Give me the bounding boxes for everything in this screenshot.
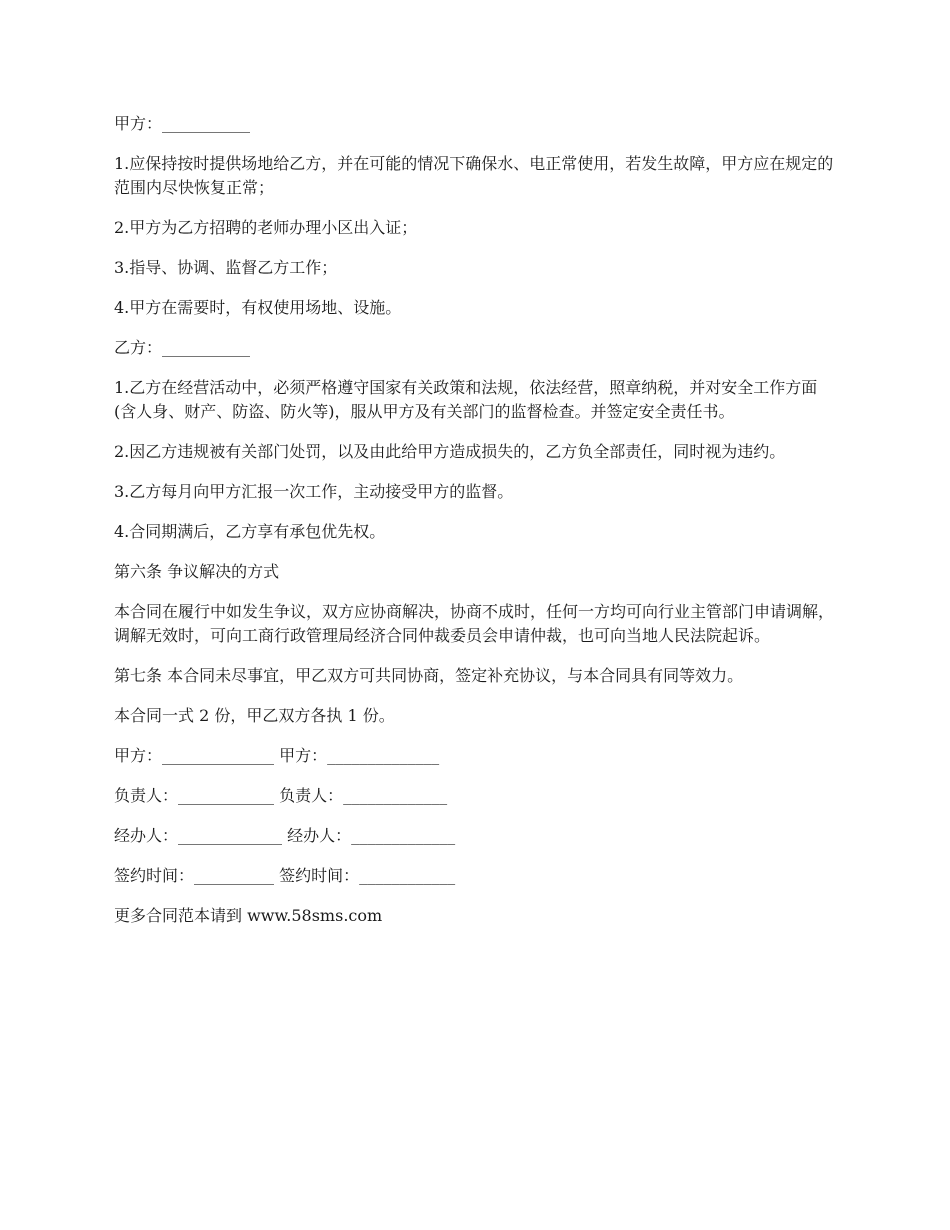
party-b-clause-1: 1.乙方在经营活动中，必须严格遵守国家有关政策和法规，依法经营，照章纳税，并对安全工作方面(含人身、财产、防盗、防火等)，服从甲方及有关部门的监督检查。并签定安全责任书。 — [114, 378, 818, 421]
party-a-heading: 甲方：___________ — [114, 114, 251, 133]
contract-document — [114, 112, 836, 944]
party-a-clause-2: 2.甲方为乙方招聘的老师办理小区出入证； — [114, 218, 418, 237]
article-6-body: 本合同在履行中如发生争议，双方应协商解决，协商不成时，任何一方均可向行业主管部门申请调解，调解无效时，可向工商行政管理局经济合同仲裁委员会申请仲裁，也可向当地人民法院起诉。 — [114, 602, 835, 645]
party-b-heading: 乙方：___________ — [114, 338, 251, 357]
party-a-clause-3: 3.指导、协调、监督乙方工作； — [114, 258, 338, 277]
party-a-clause-1: 1.应保持按时提供场地给乙方，并在可能的情况下确保水、电正常使用，若发生故障，甲方应在规定的范围内尽快恢复正常； — [114, 154, 834, 197]
signature-party-line: 甲方：______________ 甲方：______________ — [114, 746, 440, 765]
article-6-heading: 第六条 争议解决的方式 — [114, 562, 280, 581]
party-b-clause-4: 4.合同期满后，乙方享有承包优先权。 — [114, 522, 386, 541]
footer-website-note: 更多合同范本请到 www.58sms.com — [114, 906, 383, 925]
party-b-clause-2: 2.因乙方违规被有关部门处罚，以及由此给甲方造成损失的，乙方负全部责任，同时视为违约。 — [114, 442, 786, 461]
signature-responsible-line: 负责人：____________ 负责人：_____________ — [114, 786, 448, 805]
party-b-clause-3: 3.乙方每月向甲方汇报一次工作，主动接受甲方的监督。 — [114, 482, 514, 501]
copies-note: 本合同一式 2 份，甲乙双方各执 1 份。 — [114, 706, 395, 725]
party-a-clause-4: 4.甲方在需要时，有权使用场地、设施。 — [114, 298, 402, 317]
signature-handler-line: 经办人：_____________ 经办人：_____________ — [114, 826, 456, 845]
signature-date-line: 签约时间：__________ 签约时间：____________ — [114, 866, 456, 885]
article-7: 第七条 本合同未尽事宜，甲乙双方可共同协商，签定补充协议，与本合同具有同等效力。 — [114, 666, 744, 685]
